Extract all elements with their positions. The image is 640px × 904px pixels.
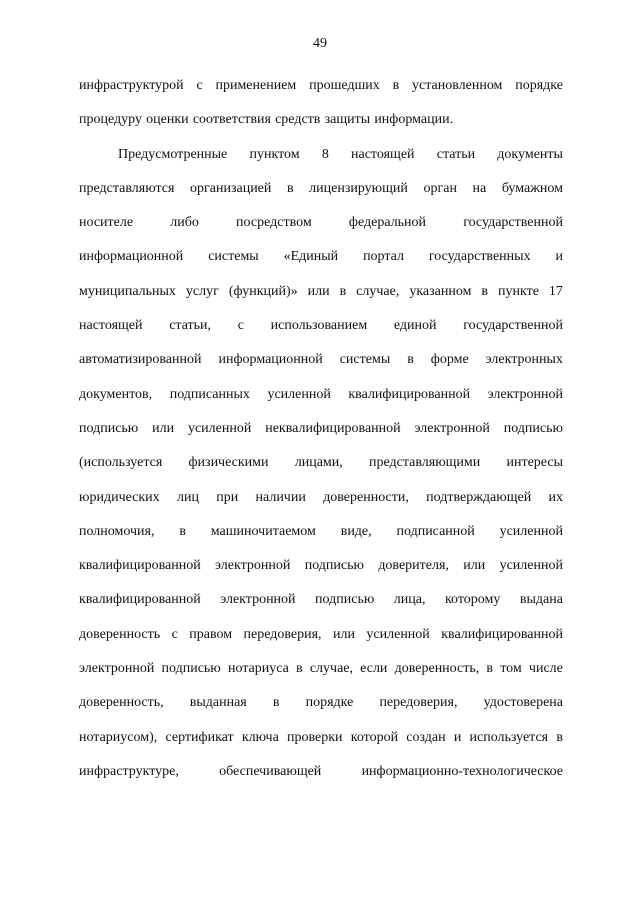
text-line xyxy=(79,378,563,412)
word: и xyxy=(453,729,462,745)
word: усиленной xyxy=(187,420,252,436)
text-line xyxy=(79,755,563,789)
word: неквалифицированной xyxy=(265,420,401,436)
word: (функций)» xyxy=(228,283,298,299)
word: автоматизированной xyxy=(79,352,202,368)
word: посредством xyxy=(236,215,312,231)
text-line xyxy=(79,206,563,240)
word: пункте xyxy=(498,283,539,299)
word: нотариуса xyxy=(227,661,289,677)
word: системы xyxy=(208,249,259,265)
word: виде, xyxy=(340,523,372,539)
word: системы xyxy=(339,352,391,368)
word: усиленной xyxy=(267,386,331,402)
word: с xyxy=(171,626,178,642)
text-line xyxy=(79,69,563,103)
word: усиленной xyxy=(366,626,430,642)
page-number: 49 xyxy=(313,36,327,51)
word: использованием xyxy=(270,318,368,334)
word: лиц xyxy=(176,489,199,505)
word: настоящей xyxy=(351,146,415,162)
word: используется xyxy=(469,729,549,745)
word: при xyxy=(216,489,239,505)
word: муниципальных xyxy=(79,283,176,299)
text-line xyxy=(79,721,563,755)
text-line xyxy=(79,446,563,480)
word: или xyxy=(152,420,175,436)
word: обеспечивающей xyxy=(219,763,322,779)
word: подтверждающей xyxy=(426,489,532,505)
word: квалифицированной xyxy=(79,558,201,574)
word: подписью xyxy=(79,420,139,436)
word: орган xyxy=(423,180,457,196)
word: том xyxy=(500,661,522,677)
word: информационной xyxy=(79,249,184,265)
word: информационно-технологическое xyxy=(361,763,563,779)
word: бумажном xyxy=(501,180,563,196)
word: правом xyxy=(189,626,233,642)
text-line xyxy=(79,583,563,617)
text-line xyxy=(79,172,563,206)
word: подписанных xyxy=(169,386,250,402)
word: представляющими xyxy=(368,455,481,471)
word: в xyxy=(339,283,347,299)
word: или xyxy=(307,283,330,299)
word: лицами, xyxy=(294,455,343,471)
word: наличии xyxy=(255,489,306,505)
word: которому xyxy=(444,592,501,608)
word: проверки xyxy=(287,729,343,745)
word: числе xyxy=(528,661,563,677)
word: статьи xyxy=(436,146,476,162)
word: электронной xyxy=(79,661,155,677)
word: установленном xyxy=(412,78,503,93)
word: 8 xyxy=(321,146,329,162)
word: в xyxy=(272,695,280,711)
word: порядке xyxy=(515,78,563,93)
word: порядке xyxy=(305,695,354,711)
word: передоверия, xyxy=(379,695,458,711)
word: указанном xyxy=(409,283,472,299)
word: в xyxy=(481,283,489,299)
word: электронной xyxy=(414,420,490,436)
word: в xyxy=(296,661,303,677)
word: информационной xyxy=(218,352,323,368)
word: электронной xyxy=(215,558,291,574)
word: в xyxy=(486,661,494,677)
word: подписью xyxy=(161,661,221,677)
word: форме xyxy=(430,352,469,368)
word: подписью xyxy=(304,558,364,574)
word: портал xyxy=(363,249,404,265)
text-line xyxy=(79,412,563,446)
word: усиленной xyxy=(499,558,563,574)
word: подписью xyxy=(503,420,563,436)
word: и xyxy=(555,249,563,265)
word: квалифицированной xyxy=(348,386,471,402)
word: доверителя, xyxy=(378,558,449,574)
word: защиты xyxy=(324,112,371,128)
word: государственной xyxy=(463,318,563,334)
word: лица, xyxy=(393,592,426,608)
word: 17 xyxy=(548,283,563,299)
word: государственных xyxy=(428,249,531,265)
word: создан xyxy=(406,729,446,745)
word: с xyxy=(196,78,203,93)
word: представляются xyxy=(79,180,175,196)
word: их xyxy=(548,489,563,505)
word: или xyxy=(332,626,355,642)
word: передоверия, xyxy=(243,626,322,642)
word: машиночитаемом xyxy=(210,523,316,539)
text-line xyxy=(79,686,563,720)
text-line xyxy=(79,309,563,343)
word: в xyxy=(556,729,563,745)
word: документов, xyxy=(79,386,153,402)
word: документы xyxy=(497,146,563,162)
word: в xyxy=(286,180,294,196)
word: статьи, xyxy=(169,318,212,334)
word: электронных xyxy=(485,352,563,368)
word: настоящей xyxy=(79,318,143,334)
word: в xyxy=(407,352,414,368)
word: процедуру xyxy=(79,112,142,128)
word: соответствия xyxy=(192,112,271,128)
word: лицензирующий xyxy=(309,180,408,196)
word: квалифицированной xyxy=(79,592,201,608)
word: ключа xyxy=(241,729,279,745)
word: либо xyxy=(170,215,199,231)
word: усиленной xyxy=(499,523,563,539)
text-line xyxy=(79,549,563,583)
word: сертификат xyxy=(165,729,234,745)
word: выданная xyxy=(189,695,247,711)
word: прошедших xyxy=(309,78,380,93)
word: носителе xyxy=(79,215,134,231)
word: (используется xyxy=(79,455,163,471)
word: удостоверена xyxy=(483,695,563,711)
word: если xyxy=(360,661,388,677)
word: инфраструктурой xyxy=(79,78,184,93)
word: на xyxy=(472,180,487,196)
text-line xyxy=(79,515,563,549)
text-line xyxy=(79,652,563,686)
word: подписью xyxy=(315,592,375,608)
word: доверенности, xyxy=(323,489,409,505)
word: случае, xyxy=(309,661,353,677)
word: электронной xyxy=(220,592,296,608)
word: интересы xyxy=(506,455,563,471)
word: физическими xyxy=(188,455,269,471)
word: в xyxy=(392,78,400,93)
word: средств xyxy=(275,112,321,128)
word: случае, xyxy=(356,283,400,299)
word: в xyxy=(179,523,186,539)
text-line xyxy=(79,275,563,309)
word: которой xyxy=(350,729,399,745)
word: электронной xyxy=(487,386,563,402)
word: доверенность xyxy=(79,626,161,642)
text-line xyxy=(79,618,563,652)
word: или xyxy=(463,558,486,574)
word: Предусмотренные xyxy=(118,146,228,162)
word: доверенность, xyxy=(394,661,480,677)
word: применением xyxy=(215,78,297,93)
word: оценки xyxy=(146,112,189,128)
text-line xyxy=(79,343,563,377)
text-line xyxy=(79,103,563,137)
word: квалифицированной xyxy=(441,626,563,642)
word: полномочия, xyxy=(79,523,155,539)
word: «Единый xyxy=(283,249,339,265)
word: юридических xyxy=(79,489,160,505)
word: пунктом xyxy=(249,146,300,162)
text-line xyxy=(79,481,563,515)
word: инфраструктуре, xyxy=(79,763,179,779)
text-line xyxy=(79,240,563,274)
word: единой xyxy=(393,318,437,334)
word: государственной xyxy=(463,215,563,231)
word: выдана xyxy=(519,592,563,608)
word: организацией xyxy=(190,180,272,196)
word: доверенность, xyxy=(79,695,164,711)
word: информации. xyxy=(374,112,454,128)
word: подписанной xyxy=(396,523,475,539)
text-line xyxy=(79,138,563,172)
document-body xyxy=(79,69,563,789)
word: с xyxy=(237,318,244,334)
word: услуг xyxy=(185,283,219,299)
word: федеральной xyxy=(348,215,427,231)
word: нотариусом), xyxy=(79,729,158,745)
